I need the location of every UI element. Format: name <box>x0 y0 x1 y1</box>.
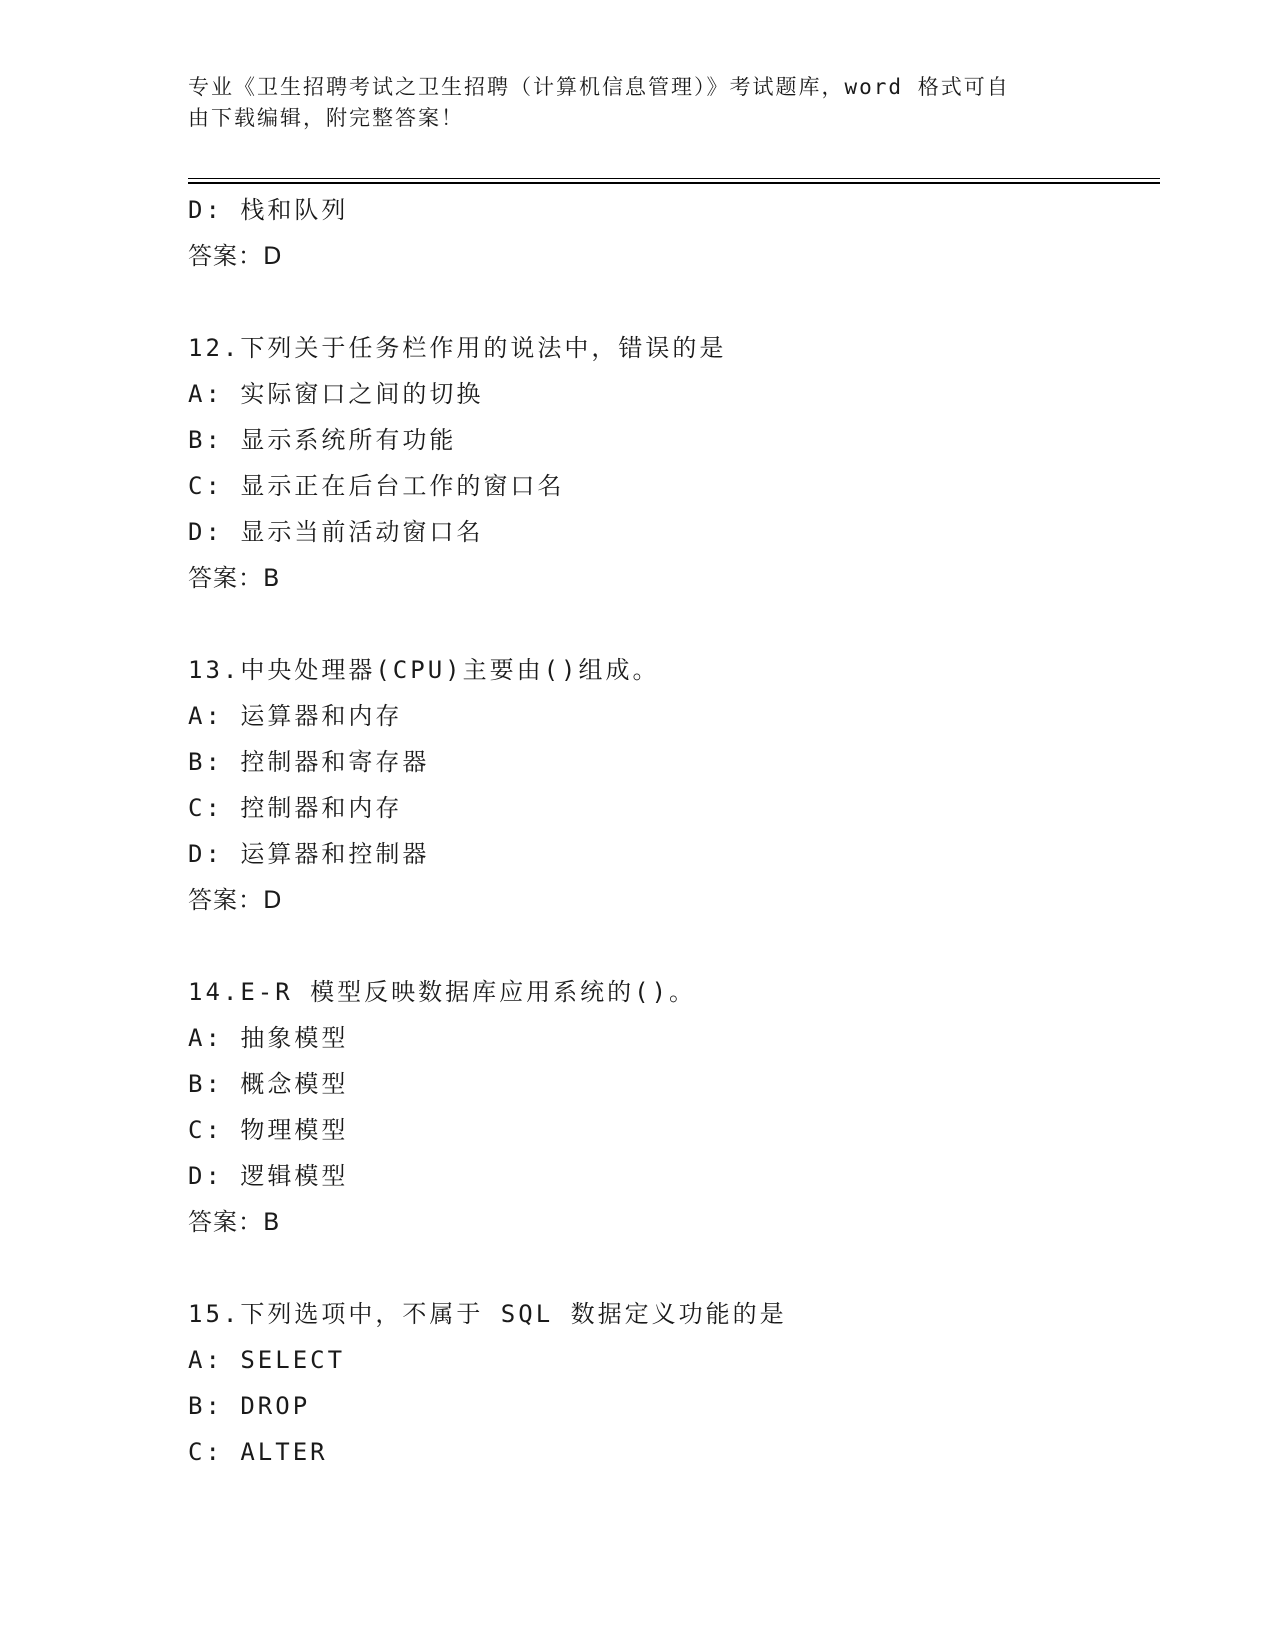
option-c: C: 控制器和内存 <box>188 794 403 822</box>
option-a: A: SELECT <box>188 1346 346 1374</box>
option-a: A: 抽象模型 <box>188 1024 349 1052</box>
answer-line: 答案：B <box>188 1208 281 1236</box>
option-d: D: 逻辑模型 <box>188 1162 349 1190</box>
question-block-13 <box>188 647 1160 923</box>
header-line-2: 由下载编辑，附完整答案！ <box>188 106 464 130</box>
option-b: B: 概念模型 <box>188 1070 349 1098</box>
option-d: D: 运算器和控制器 <box>188 840 430 868</box>
question-text: 14.E-R 模型反映数据库应用系统的()。 <box>188 978 697 1006</box>
question-list <box>188 187 1160 1475</box>
option-a: A: 实际窗口之间的切换 <box>188 380 484 408</box>
option-a: A: 运算器和内存 <box>188 702 403 730</box>
answer-line: 答案：D <box>188 886 283 914</box>
question-block-11-fragment <box>188 187 1160 279</box>
option-d: D: 栈和队列 <box>188 196 349 224</box>
question-block-14 <box>188 969 1160 1245</box>
option-c: C: 物理模型 <box>188 1116 349 1144</box>
question-block-15 <box>188 1291 1160 1475</box>
header-line-1: 专业《卫生招聘考试之卫生招聘（计算机信息管理）》考试题库，word 格式可自 <box>188 75 1010 99</box>
option-c: C: ALTER <box>188 1438 328 1466</box>
spacer <box>188 279 1160 325</box>
option-d: D: 显示当前活动窗口名 <box>188 518 484 546</box>
question-text: 12.下列关于任务栏作用的说法中，错误的是 <box>188 334 727 362</box>
header-divider-thick <box>188 182 1160 184</box>
answer-line: 答案：D <box>188 242 283 270</box>
option-b: B: 控制器和寄存器 <box>188 748 430 776</box>
spacer <box>188 1245 1160 1291</box>
option-b: B: DROP <box>188 1392 311 1420</box>
question-block-12 <box>188 325 1160 601</box>
document-header <box>188 72 1068 134</box>
option-c: C: 显示正在后台工作的窗口名 <box>188 472 565 500</box>
question-text: 15.下列选项中，不属于 SQL 数据定义功能的是 <box>188 1300 787 1328</box>
header-divider-thin <box>188 178 1160 179</box>
spacer <box>188 923 1160 969</box>
question-text: 13.中央处理器(CPU)主要由()组成。 <box>188 656 660 684</box>
answer-line: 答案：B <box>188 564 281 592</box>
spacer <box>188 601 1160 647</box>
option-b: B: 显示系统所有功能 <box>188 426 457 454</box>
